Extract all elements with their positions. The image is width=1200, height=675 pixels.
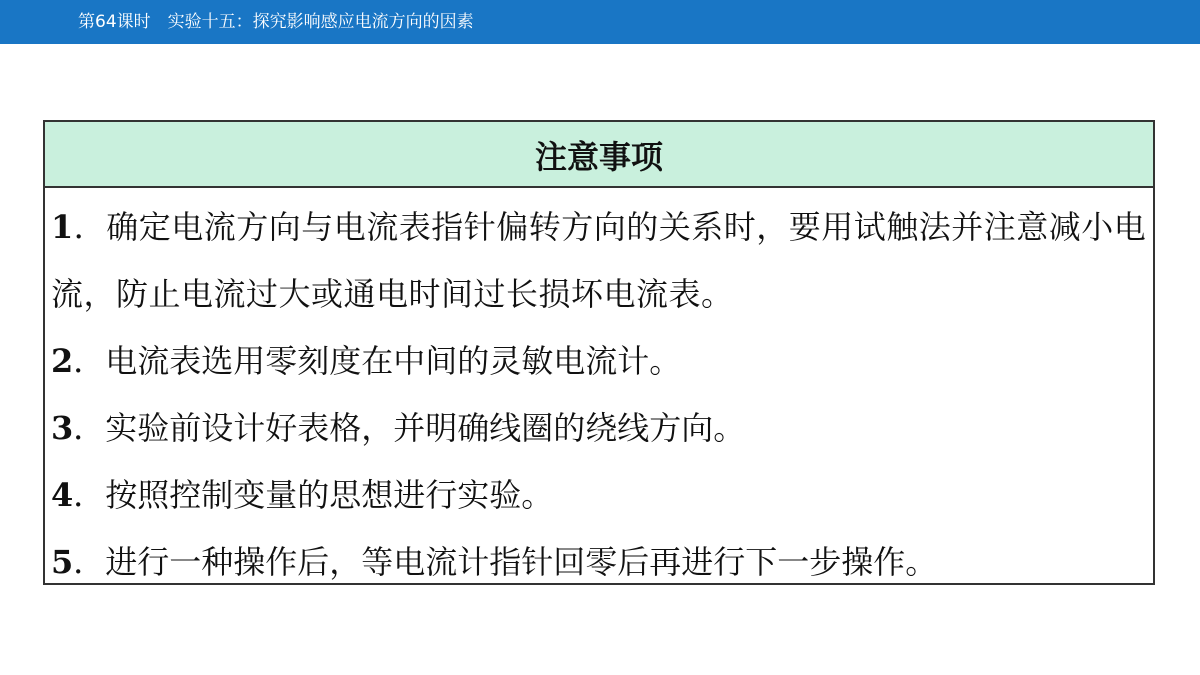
item-number: 1: [51, 208, 74, 246]
item-text: 电流表选用零刻度在中间的灵敏电流计。: [105, 342, 682, 380]
item-number: 4: [51, 476, 74, 514]
item-text: 实验前设计好表格，并明确线圈的绕线方向。: [105, 409, 746, 447]
list-item: 4．按照控制变量的思想进行实验。: [51, 476, 554, 514]
item-text: 进行一种操作后，等电流计指针回零后再进行下一步操作。: [105, 543, 938, 581]
top-banner: [0, 0, 1200, 44]
lesson-title: 第64课时 实验十五：探究影响感应电流方向的因素: [78, 12, 474, 32]
notes-table: [43, 120, 1155, 585]
list-item: 5．进行一种操作后，等电流计指针回零后再进行下一步操作。: [51, 543, 938, 581]
item-text: 确定电流方向与电流表指针偏转方向的关系时，要用试触法并注意减小电流，防止电流过大或通电时间过长损坏电流表。: [51, 208, 1147, 313]
notes-table-body: [45, 188, 1153, 596]
list-item: 3．实验前设计好表格，并明确线圈的绕线方向。: [51, 409, 746, 447]
notes-table-header: [45, 122, 1153, 188]
item-number: 2: [51, 342, 74, 380]
item-text: 按照控制变量的思想进行实验。: [105, 476, 554, 514]
notes-heading: 注意事项: [534, 138, 663, 176]
list-item: 2．电流表选用零刻度在中间的灵敏电流计。: [51, 342, 682, 380]
list-item: 1．确定电流方向与电流表指针偏转方向的关系时，要用试触法并注意减小电流，防止电流过大或通电时间过长损坏电流表。: [51, 208, 1147, 313]
item-number: 3: [51, 409, 74, 447]
item-number: 5: [51, 543, 74, 581]
